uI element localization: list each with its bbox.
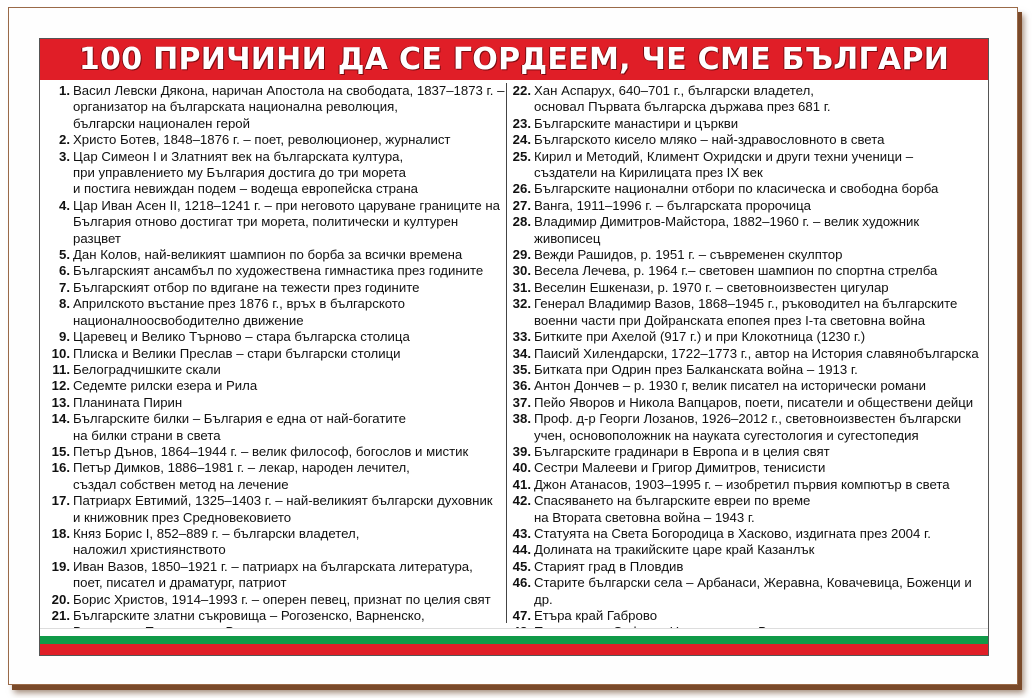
item-text-line: учен, основоположник на науката сугестология и сугестопедия [534, 427, 919, 443]
list-item [510, 83, 984, 116]
item-text-line: Етъра край Габрово [534, 608, 658, 623]
list-item [44, 329, 506, 345]
item-number: 41. [512, 476, 531, 492]
item-text-line: Старите български села – Арбанаси, Жеравна, Ковачевица, Боженци и др. [534, 575, 972, 607]
list-item [510, 132, 984, 148]
item-text [73, 280, 506, 296]
item-text-line: създал собствен метод на лечение [73, 476, 289, 492]
item-text-line: военни части при Дойранската епопея през I-та световна война [534, 312, 926, 328]
list-item [510, 247, 984, 263]
item-text [534, 149, 984, 182]
item-text-line: и книжовник през Средновековието [73, 509, 292, 525]
item-text-line: Проф. д-р Георги Лозанов, 1926–2012 г., световноизвестен български [534, 411, 962, 427]
item-text [534, 329, 984, 345]
flag-stripe-green [40, 636, 988, 644]
list-item [44, 83, 506, 132]
item-text [534, 460, 984, 476]
item-text [73, 460, 506, 493]
item-text [534, 296, 984, 329]
item-number: 33. [512, 329, 531, 345]
item-text [534, 198, 984, 214]
item-text-line: организатор на българската национална революция, [73, 99, 398, 115]
item-number: 28. [512, 214, 531, 230]
item-text [534, 477, 984, 493]
item-text-line: Българският ансамбъл по художествена гимнастика през годините [73, 263, 484, 279]
item-number: 35. [512, 361, 531, 377]
list-item [510, 214, 984, 247]
item-text-line: Паисий Хилендарски, 1722–1773 г., автор на История славянобългарска [534, 345, 979, 361]
item-text-line: Долината на тракийските царе край Казанлък [534, 542, 815, 558]
list-item [44, 247, 506, 263]
item-text [534, 247, 984, 263]
item-text [534, 542, 984, 558]
item-number: 47. [512, 608, 531, 623]
list-item [510, 181, 984, 197]
list-item [44, 460, 506, 493]
list-item [510, 263, 984, 279]
item-text [73, 411, 506, 444]
item-text [73, 346, 506, 362]
item-text-line: български национален герой [73, 115, 250, 131]
item-number: 42. [512, 493, 531, 509]
item-number: 16. [51, 460, 70, 476]
item-text-line: Пейо Яворов и Никола Вапцаров, поети, писатели и обществени дейци [534, 394, 974, 410]
item-text [534, 378, 984, 394]
item-number: 2. [59, 132, 70, 148]
item-text [534, 263, 984, 279]
item-text-line: Статуята на Света Богородица в Хасково, издигната през 2004 г. [534, 525, 931, 541]
item-number: 7. [59, 279, 70, 295]
item-text [73, 493, 506, 526]
item-text-line: Княз Борис I, 852–889 г. – български владетел, [73, 525, 360, 541]
item-text [534, 83, 984, 116]
list-item [44, 362, 506, 378]
item-text-line: Патриарх Евтимий, 1325–1403 г. – най-великият български духовник [73, 493, 493, 509]
list-item [510, 329, 984, 345]
item-text-line: Дан Колов, най-великият шампион по борба за всички времена [73, 247, 463, 263]
item-text-line: Христо Ботев, 1848–1876 г. – поет, революционер, журналист [73, 132, 451, 148]
item-number: 24. [512, 132, 531, 148]
item-text-line: Българските златни съкровища – Рогозенско, Варненско, [73, 608, 425, 623]
list-item [510, 575, 984, 608]
item-text-line: основал Първата българска държава през 681 г. [534, 99, 831, 115]
item-text [534, 346, 984, 362]
flag-stripe-white [40, 628, 988, 636]
list-item [510, 411, 984, 444]
item-text [73, 444, 506, 460]
item-number: 10. [51, 345, 70, 361]
poster-card [39, 38, 989, 656]
item-number: 11. [52, 361, 70, 377]
right-column-list [510, 83, 984, 656]
item-text-line: Белоградчишките скали [73, 361, 221, 377]
item-number: 37. [512, 394, 531, 410]
item-text-line: Генерал Владимир Вазов, 1868–1945 г., ръководител на българските [534, 296, 958, 312]
item-number: 29. [512, 247, 531, 263]
list-item [510, 526, 984, 542]
item-number: 31. [512, 279, 531, 295]
item-number: 44. [512, 542, 531, 558]
item-text [73, 149, 506, 198]
list-item [510, 346, 984, 362]
item-text-line: Кирил и Методий, Климент Охридски и други техни ученици – [534, 148, 914, 164]
item-text [534, 181, 984, 197]
item-text-line: националноосвободително движение [73, 312, 304, 328]
item-number: 12. [51, 378, 70, 394]
item-number: 23. [512, 115, 531, 131]
item-number: 22. [512, 83, 531, 98]
list-item [510, 116, 984, 132]
item-text-line: Владимир Димитров-Майстора, 1882–1960 г. – велик художник живописец [534, 214, 920, 246]
list-item [44, 132, 506, 148]
item-text-line: и постига невиждан подем – водеща европейска страна [73, 181, 418, 197]
item-text [534, 526, 984, 542]
item-number: 26. [512, 181, 531, 197]
item-number: 18. [51, 525, 70, 541]
list-item [44, 149, 506, 198]
item-text [73, 83, 506, 132]
item-text [73, 247, 506, 263]
item-text-line: Априлското въстание през 1876 г., връх в българското [73, 296, 406, 312]
item-number: 6. [59, 263, 70, 279]
item-text-line: Царевец и Велико Търново – стара българска столица [73, 329, 410, 345]
item-text-line: Васил Левски Дякона, наричан Апостола на свободата, 1837–1873 г. – [73, 83, 505, 98]
item-number: 5. [59, 247, 70, 263]
item-text [534, 214, 984, 247]
item-text-line: Българските национални отбори по класическа и свободна борба [534, 181, 939, 197]
item-text [73, 526, 506, 559]
item-number: 25. [512, 148, 531, 164]
left-column-list [44, 83, 506, 641]
list-item [44, 346, 506, 362]
item-text-line: Българският отбор по вдигане на тежести през годините [73, 279, 420, 295]
item-number: 14. [51, 411, 70, 427]
list-item [44, 263, 506, 279]
list-item [44, 411, 506, 444]
item-text-line: Битките при Ахелой (917 г.) и при Клокотница (1230 г.) [534, 329, 866, 345]
item-number: 43. [512, 525, 531, 541]
list-item [510, 362, 984, 378]
list-item [510, 296, 984, 329]
list-item [510, 559, 984, 575]
list-item [510, 460, 984, 476]
item-text-line: Спасяването на българските евреи по време [534, 493, 811, 509]
item-text-line: Борис Христов, 1914–1993 г. – оперен певец, признат по целия свят [73, 591, 491, 607]
item-text-line: на билки страни в света [73, 427, 221, 443]
item-number: 38. [512, 411, 531, 427]
item-text-line: Българските градинари в Европа и в целия свят [534, 443, 830, 459]
item-text-line: при управлението му България достига до три морета [73, 165, 407, 181]
list-item [510, 444, 984, 460]
item-text [73, 198, 506, 247]
item-text [534, 132, 984, 148]
item-number: 27. [512, 197, 531, 213]
item-number: 13. [51, 394, 70, 410]
list-item [44, 444, 506, 460]
item-text-line: България отново достигат три морета, политически и културен разцвет [73, 214, 459, 246]
item-text [73, 395, 506, 411]
item-text-line: на Втората световна война – 1943 г. [534, 509, 755, 525]
item-text-line: Ванга, 1911–1996 г. – българската пророчица [534, 197, 811, 213]
item-number: 36. [512, 378, 531, 394]
item-number: 32. [512, 296, 531, 312]
item-text-line: Битката при Одрин през Балканската война – 1913 г. [534, 361, 858, 377]
list-item [44, 526, 506, 559]
item-text [73, 362, 506, 378]
column-divider [506, 83, 507, 623]
item-text [73, 296, 506, 329]
list-item [510, 198, 984, 214]
item-text [534, 575, 984, 608]
item-text-line: Иван Вазов, 1850–1921 г. – патриарх на българската литература, [73, 558, 473, 574]
item-text [73, 132, 506, 148]
item-number: 30. [512, 263, 531, 279]
item-text [534, 116, 984, 132]
list-item [510, 542, 984, 558]
list-item [510, 149, 984, 182]
item-number: 3. [59, 148, 70, 164]
item-text-line: Весела Лечева, р. 1964 г.– световен шампион по спортна стрелба [534, 263, 938, 279]
page-title: 100 ПРИЧИНИ ДА СЕ ГОРДЕЕМ, ЧЕ СМЕ БЪЛГАРИ [78, 42, 950, 77]
item-text [534, 362, 984, 378]
item-text [534, 444, 984, 460]
item-text [73, 378, 506, 394]
item-number: 8. [59, 296, 70, 312]
item-number: 45. [512, 558, 531, 574]
flag-stripe-red [40, 644, 988, 655]
item-text [73, 263, 506, 279]
item-text-line: Антон Дончев – р. 1930 г, велик писател на исторически романи [534, 378, 927, 394]
list-item [44, 493, 506, 526]
item-number: 21. [51, 608, 70, 623]
item-text [534, 280, 984, 296]
list-item [44, 395, 506, 411]
item-text-line: Джон Атанасов, 1903–1995 г. – изобретил първия компютър в света [534, 476, 950, 492]
item-text-line: Цар Иван Асен II, 1218–1241 г. – при неговото царуване границите на [73, 197, 500, 213]
item-number: 4. [59, 197, 70, 213]
item-text [534, 493, 984, 526]
list-item [510, 608, 984, 624]
item-text-line: наложил християнството [73, 542, 226, 558]
item-text-line: Българските манастири и църкви [534, 115, 739, 131]
item-number: 1. [59, 83, 70, 98]
list-item [510, 280, 984, 296]
item-number: 15. [51, 443, 70, 459]
item-text [534, 395, 984, 411]
item-text-line: Българските билки – България е една от най-богатите [73, 411, 406, 427]
item-text [73, 329, 506, 345]
item-text [534, 608, 984, 624]
item-number: 19. [51, 558, 70, 574]
list-item [510, 477, 984, 493]
item-number: 9. [59, 329, 70, 345]
list-item [510, 395, 984, 411]
list-item [44, 592, 506, 608]
list-item [44, 559, 506, 592]
item-text [73, 559, 506, 592]
list-item [44, 296, 506, 329]
item-text-line: Петър Дънов, 1864–1944 г. – велик философ, богослов и мистик [73, 443, 469, 459]
item-text-line: Българското кисело мляко – най-здравословното в света [534, 132, 885, 148]
item-text-line: Сестри Малееви и Григор Димитров, тенисисти [534, 460, 826, 476]
item-number: 17. [51, 493, 70, 509]
item-text-line: Вежди Рашидов, р. 1951 г. – съвременен скулптор [534, 247, 843, 263]
list-item [510, 378, 984, 394]
item-text-line: Плиска и Велики Преслав – стари български столици [73, 345, 401, 361]
item-number: 39. [512, 443, 531, 459]
item-number: 40. [512, 460, 531, 476]
item-text-line: Старият град в Пловдив [534, 558, 684, 574]
list-item [44, 198, 506, 247]
item-text-line: Планината Пирин [73, 394, 183, 410]
item-number: 46. [512, 575, 531, 591]
item-text [534, 559, 984, 575]
item-text [73, 592, 506, 608]
item-text-line: Хан Аспарух, 640–701 г., български владетел, [534, 83, 814, 98]
item-text-line: Веселин Ешкенази, р. 1970 г. – световноизвестен цигулар [534, 279, 889, 295]
list-item [510, 493, 984, 526]
list-item [44, 280, 506, 296]
list-item [44, 378, 506, 394]
item-text-line: Седемте рилски езера и Рила [73, 378, 258, 394]
item-text [534, 411, 984, 444]
poster-frame [8, 7, 1018, 685]
item-number: 20. [51, 591, 70, 607]
item-text-line: поет, писател и драматург, патриот [73, 575, 287, 591]
item-number: 34. [512, 345, 531, 361]
item-text-line: Цар Симеон I и Златният век на българската култура, [73, 148, 404, 164]
item-text-line: създатели на Кирилицата през IX век [534, 165, 763, 181]
title-banner [40, 39, 988, 80]
item-text-line: Петър Димков, 1886–1981 г. – лекар, народен лечител, [73, 460, 410, 476]
